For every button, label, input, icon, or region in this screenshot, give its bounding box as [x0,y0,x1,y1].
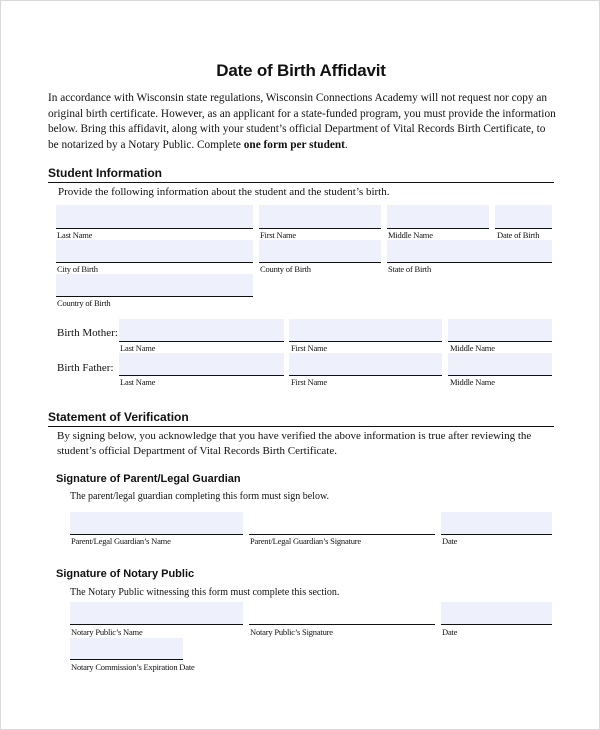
student-info-heading: Student Information [48,166,162,180]
intro-bold-text: one form per student [243,138,345,151]
birth-mother-last-name-label: Last Name [120,343,156,353]
intro-paragraph [48,91,558,153]
state-of-birth-label: State of Birth [388,264,431,274]
birth-father-first-name-label: First Name [291,377,328,387]
middle-name-field[interactable] [387,205,489,229]
birth-mother-label: Birth Mother: [57,327,118,339]
county-of-birth-label: County of Birth [260,264,311,274]
birth-mother-middle-name-label: Middle Name [450,343,495,353]
last-name-label: Last Name [57,230,93,240]
notary-heading: Signature of Notary Public [56,568,195,580]
birth-father-first-name-field[interactable] [289,353,442,376]
notary-date-field[interactable] [441,602,552,625]
date-of-birth-label: Date of Birth [497,230,540,240]
birth-mother-middle-name-field[interactable] [448,319,552,342]
notary-date-label: Date [442,627,458,637]
guardian-heading: Signature of Parent/Legal Guardian [56,473,241,485]
last-name-field[interactable] [56,205,253,229]
notary-signature-field[interactable] [249,602,435,625]
first-name-label: First Name [260,230,297,240]
middle-name-label: Middle Name [388,230,433,240]
birth-father-last-name-label: Last Name [120,377,156,387]
birth-mother-first-name-label: First Name [291,343,328,353]
birth-father-middle-name-field[interactable] [448,353,552,376]
guardian-signature-label: Parent/Legal Guardian’s Signature [250,536,361,546]
birth-father-middle-name-label: Middle Name [450,377,495,387]
county-of-birth-field[interactable] [259,240,381,263]
section-divider [48,182,554,183]
notary-expiration-label: Notary Commission’s Expiration Date [71,662,195,672]
notary-expiration-field[interactable] [70,638,183,660]
page-title: Date of Birth Affidavit [216,61,386,80]
country-of-birth-label: Country of Birth [57,298,111,308]
notary-instructions: The Notary Public witnessing this form must complete this section. [70,587,340,598]
intro-text: In accordance with Wisconsin state regulations, Wisconsin Connections Academy will not request nor copy an original birth certificate. However, as an applicant for a state-funded program, you must provide the information below. Bring this affidavit, along with your student’s official Department of Vital Records Birth Certificate, to be notarized by a Notary Public. Complete [48,92,556,151]
guardian-name-field[interactable] [70,512,243,535]
city-of-birth-field[interactable] [56,240,253,263]
birth-mother-first-name-field[interactable] [289,319,442,342]
country-of-birth-field[interactable] [56,274,253,297]
notary-signature-label: Notary Public’s Signature [250,627,333,637]
birth-mother-last-name-field[interactable] [119,319,284,342]
verification-text: By signing below, you acknowledge that you have verified the above information is true after reviewing the student’s official Department of Vital Records Birth Certificate. [57,430,532,457]
guardian-date-field[interactable] [441,512,552,535]
first-name-field[interactable] [259,205,381,229]
guardian-name-label: Parent/Legal Guardian’s Name [71,536,171,546]
intro-end: . [344,138,348,151]
notary-name-field[interactable] [70,602,243,625]
section-divider [48,426,554,427]
notary-name-label: Notary Public’s Name [71,627,143,637]
student-info-instructions: Provide the following information about the student and the student’s birth. [58,186,390,198]
guardian-date-label: Date [442,536,458,546]
date-of-birth-field[interactable] [495,205,552,229]
guardian-signature-field[interactable] [249,512,435,535]
birth-father-last-name-field[interactable] [119,353,284,376]
guardian-instructions: The parent/legal guardian completing this form must sign below. [70,491,330,502]
birth-father-label: Birth Father: [57,362,114,374]
verification-heading: Statement of Verification [48,410,189,424]
state-of-birth-field[interactable] [387,240,552,263]
city-of-birth-label: City of Birth [57,264,98,274]
